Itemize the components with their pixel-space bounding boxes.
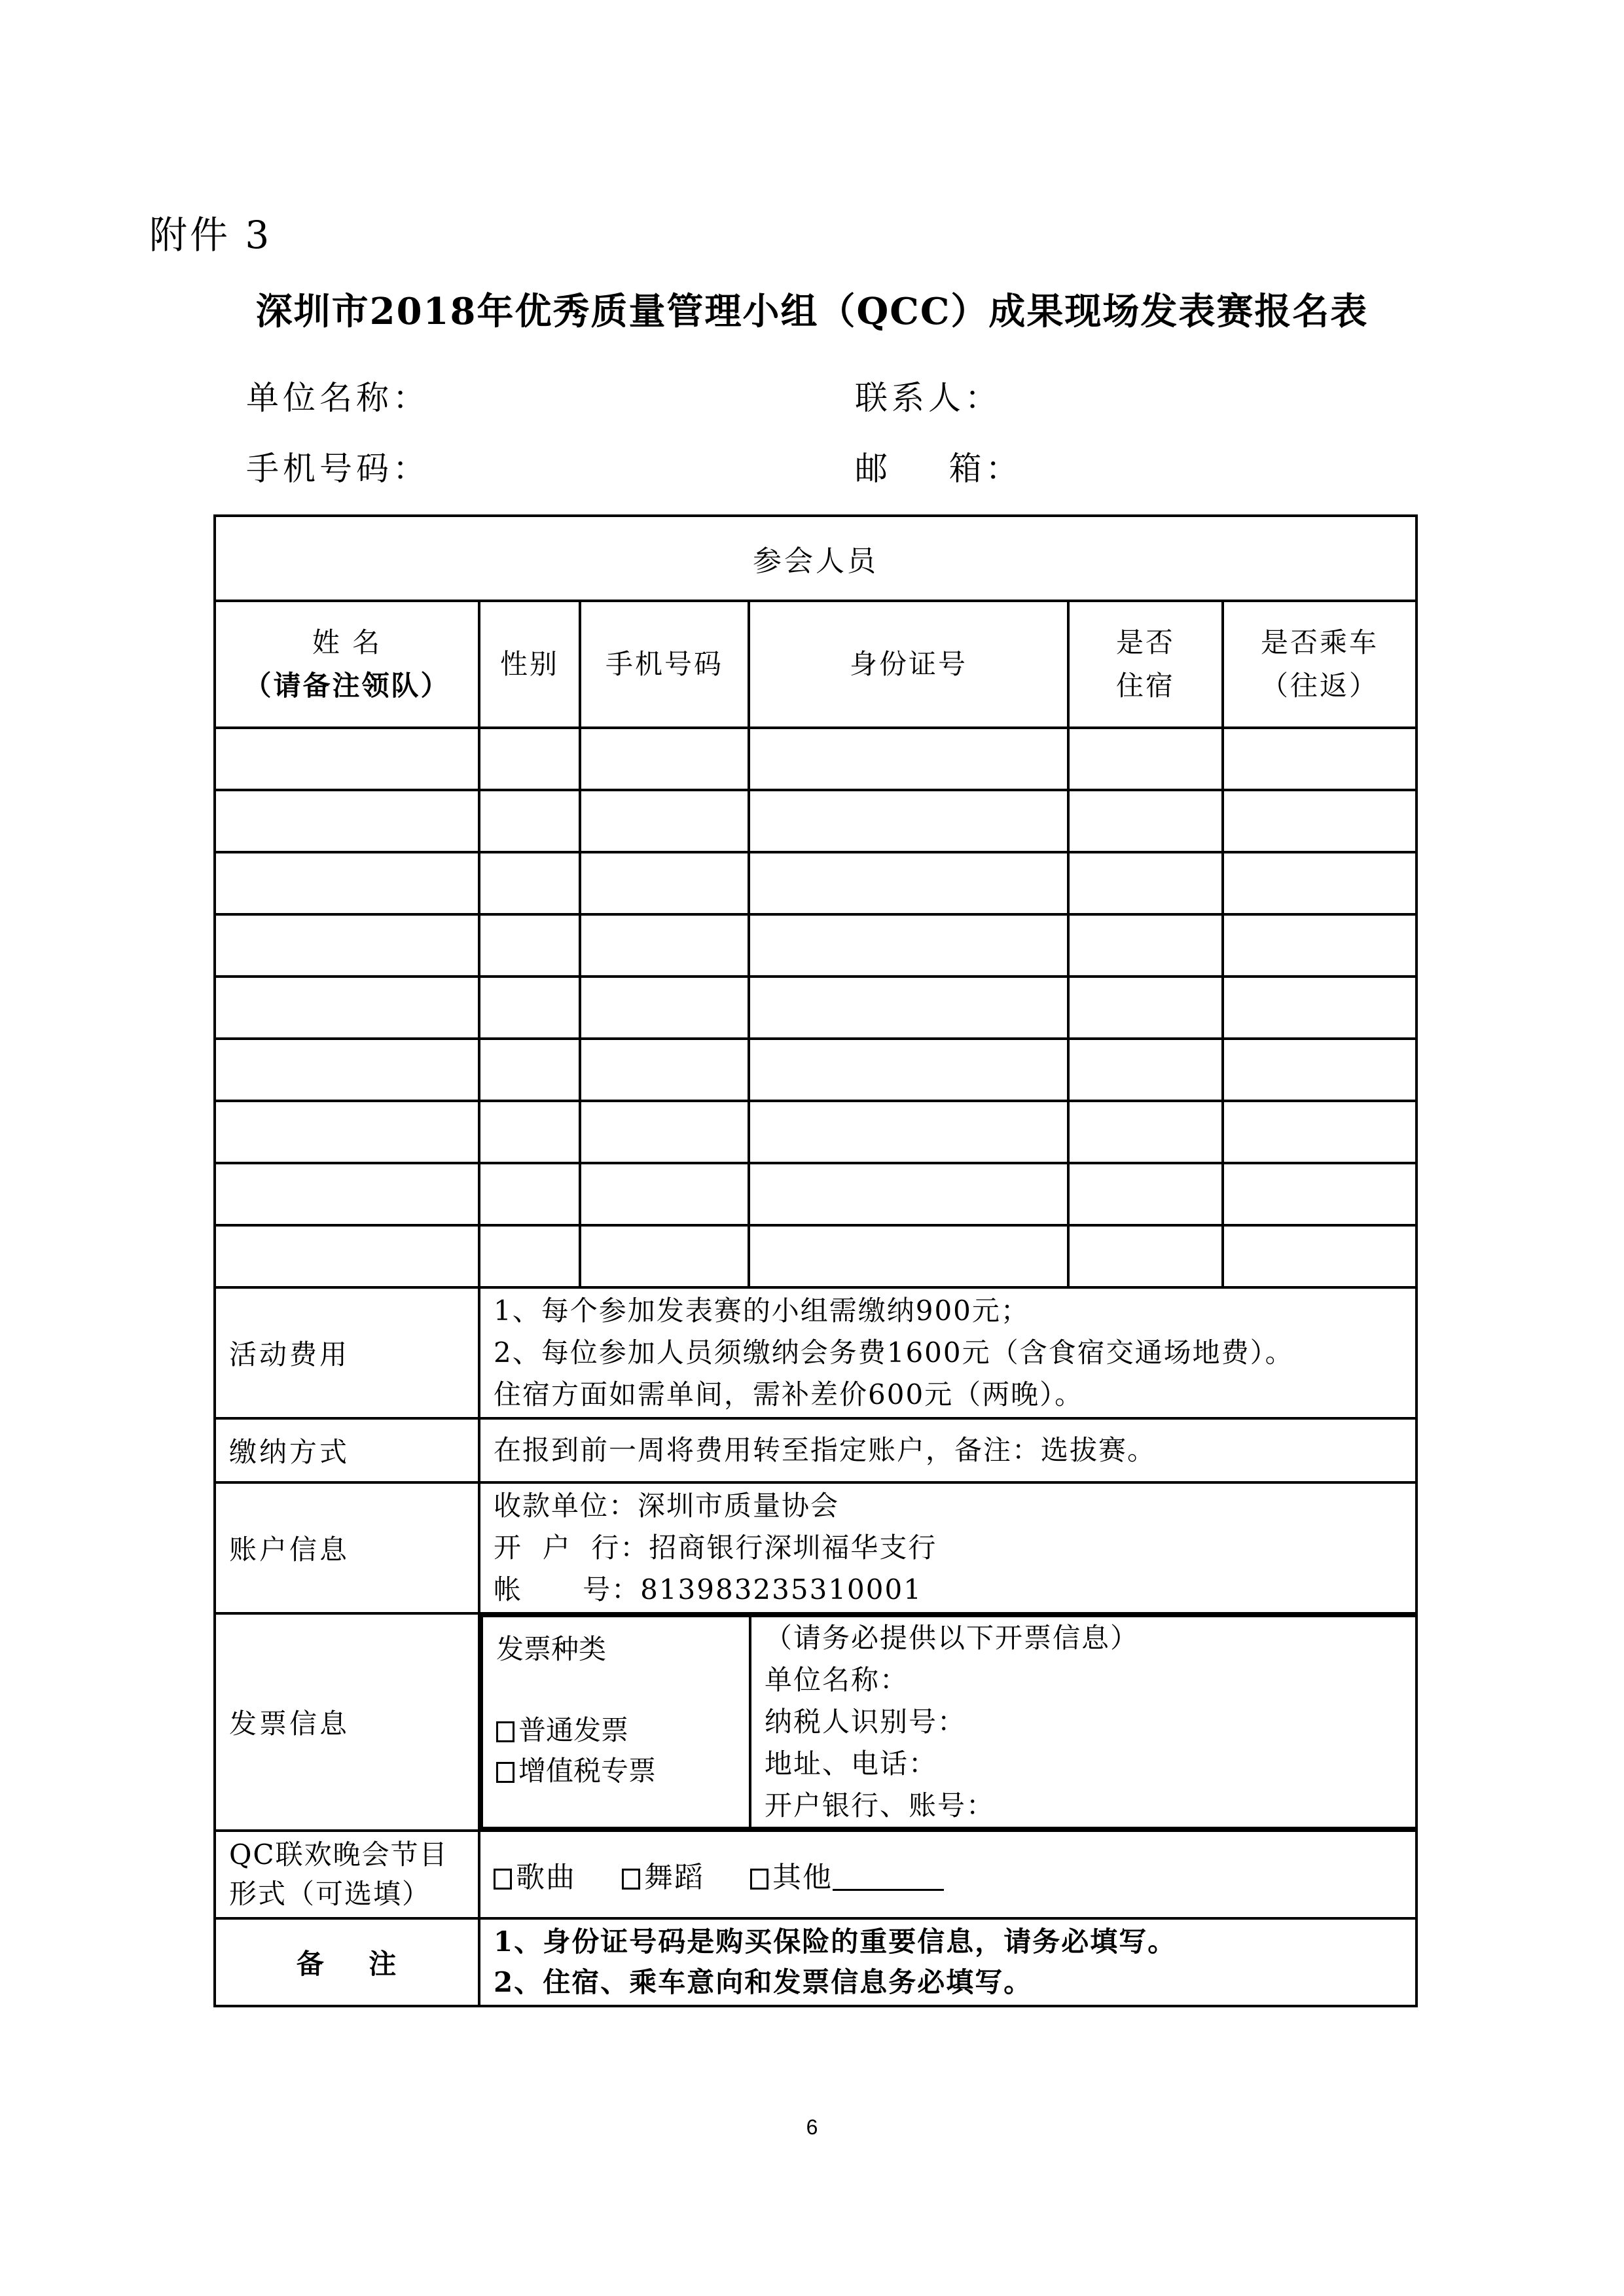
contact-label: 联系人： — [855, 379, 1001, 417]
mobile-label: 手机号码： — [246, 450, 429, 488]
other-fill-line[interactable] — [833, 1889, 944, 1891]
fees-line: 2、每位参加人员须缴纳会务费1600元（含食宿交通场地费）。 — [494, 1336, 1294, 1369]
checkbox-icon[interactable] — [496, 1721, 514, 1742]
option-song[interactable] — [494, 1861, 576, 1894]
invoice-info-line: 地址、电话： — [765, 1748, 938, 1780]
id-number-cell[interactable] — [749, 852, 1068, 914]
phone-cell[interactable] — [580, 977, 749, 1039]
col-header-id-number: 身份证号 — [749, 601, 1068, 728]
payment-label: 缴纳方式 — [215, 1418, 479, 1482]
col-header-lodging-line2: 住宿 — [1115, 670, 1175, 702]
participant-row — [215, 790, 1416, 852]
col-header-name-line1: 姓 名 — [312, 626, 382, 658]
col-header-name-line2: （请备注领队） — [244, 670, 450, 702]
remarks-row — [215, 1918, 1416, 2006]
id-number-cell[interactable] — [749, 1039, 1068, 1101]
col-header-bus — [1223, 601, 1416, 728]
account-line: 帐 号：813983235310001 — [494, 1573, 922, 1605]
invoice-info-line: （请务必提供以下开票信息） — [765, 1622, 1140, 1654]
name-cell[interactable] — [215, 790, 479, 852]
participants-header-row — [215, 601, 1416, 728]
participant-row — [215, 1039, 1416, 1101]
checkbox-icon[interactable] — [750, 1869, 768, 1890]
phone-cell[interactable] — [580, 790, 749, 852]
id-number-cell[interactable] — [749, 790, 1068, 852]
invoice-option-vat[interactable] — [496, 1751, 736, 1791]
participant-row — [215, 914, 1416, 977]
invoice-row — [215, 1613, 1416, 1831]
bus-cell[interactable] — [1223, 790, 1416, 852]
fees-line: 住宿方面如需单间，需补差价600元（两晚）。 — [494, 1378, 1084, 1410]
name-cell[interactable] — [215, 1101, 479, 1163]
page-number: 6 — [806, 2115, 818, 2139]
name-cell[interactable] — [215, 1225, 479, 1287]
lodging-cell[interactable] — [1068, 914, 1223, 977]
option-label: 歌曲 — [516, 1861, 576, 1894]
invoice-info-cell — [750, 1616, 1415, 1828]
participant-row — [215, 1101, 1416, 1163]
remarks-line: 2、住宿、乘车意向和发票信息务必填写。 — [494, 1966, 1033, 1998]
account-row — [215, 1482, 1416, 1613]
bus-cell[interactable] — [1223, 1163, 1416, 1225]
gender-cell[interactable] — [479, 1039, 580, 1101]
col-header-lodging — [1068, 601, 1223, 728]
bus-cell[interactable] — [1223, 1101, 1416, 1163]
performance-label-line1: QC联欢晚会节目 — [229, 1839, 448, 1871]
lodging-cell[interactable] — [1068, 728, 1223, 790]
name-cell[interactable] — [215, 1163, 479, 1225]
account-line: 收款单位：深圳市质量协会 — [494, 1490, 840, 1522]
name-cell[interactable] — [215, 852, 479, 914]
phone-cell[interactable] — [580, 1163, 749, 1225]
name-cell[interactable] — [215, 977, 479, 1039]
lodging-cell[interactable] — [1068, 1163, 1223, 1225]
gender-cell[interactable] — [479, 852, 580, 914]
gender-cell[interactable] — [479, 977, 580, 1039]
performance-label-line2: 形式（可选填） — [229, 1878, 431, 1910]
account-line: 开 户 行：招商银行深圳福华支行 — [494, 1532, 937, 1564]
invoice-info-line: 单位名称： — [765, 1664, 909, 1696]
col-header-lodging-line1: 是否 — [1115, 626, 1175, 658]
remarks-content — [479, 1918, 1416, 2006]
form-title: 深圳市2018年优秀质量管理小组（QCC）成果现场发表赛报名表 — [255, 290, 1369, 333]
bus-cell[interactable] — [1223, 852, 1416, 914]
participant-row — [215, 852, 1416, 914]
id-number-cell[interactable] — [749, 977, 1068, 1039]
phone-cell[interactable] — [580, 1225, 749, 1287]
col-header-name — [215, 601, 479, 728]
bus-cell[interactable] — [1223, 914, 1416, 977]
payment-text: 在报到前一周将费用转至指定账户，备注：选拔赛。 — [479, 1418, 1416, 1482]
invoice-option-label: 增值税专票 — [518, 1755, 657, 1787]
name-cell[interactable] — [215, 728, 479, 790]
id-number-cell[interactable] — [749, 914, 1068, 977]
gender-cell[interactable] — [479, 1101, 580, 1163]
gender-cell[interactable] — [479, 790, 580, 852]
performance-label — [215, 1831, 479, 1918]
phone-cell[interactable] — [580, 1101, 749, 1163]
lodging-cell[interactable] — [1068, 852, 1223, 914]
participant-row — [215, 1225, 1416, 1287]
col-header-bus-line1: 是否乘车 — [1261, 626, 1379, 658]
col-header-bus-line2: （往返） — [1261, 670, 1379, 702]
fees-content — [479, 1287, 1416, 1418]
attachment-label: 附件 3 — [149, 213, 272, 257]
performance-row — [215, 1831, 1416, 1918]
phone-cell[interactable] — [580, 852, 749, 914]
invoice-info-line: 纳税人识别号： — [765, 1706, 967, 1738]
registration-table — [213, 514, 1418, 2007]
option-label: 舞蹈 — [644, 1861, 704, 1894]
bus-cell[interactable] — [1223, 1039, 1416, 1101]
option-dance[interactable] — [622, 1861, 704, 1894]
id-number-cell[interactable] — [749, 1163, 1068, 1225]
option-label: 其他 — [772, 1861, 833, 1894]
account-label: 账户信息 — [215, 1482, 479, 1613]
gender-cell[interactable] — [479, 914, 580, 977]
id-number-cell[interactable] — [749, 1225, 1068, 1287]
invoice-type-title: 发票种类 — [496, 1633, 607, 1665]
id-number-cell[interactable] — [749, 1101, 1068, 1163]
name-cell[interactable] — [215, 1039, 479, 1101]
bus-cell[interactable] — [1223, 728, 1416, 790]
gender-cell[interactable] — [479, 1225, 580, 1287]
remarks-line: 1、身份证号码是购买保险的重要信息，请务必填写。 — [494, 1926, 1177, 1958]
gender-cell[interactable] — [479, 1163, 580, 1225]
id-number-cell[interactable] — [749, 728, 1068, 790]
fees-label: 活动费用 — [215, 1287, 479, 1418]
gender-cell[interactable] — [479, 728, 580, 790]
phone-cell[interactable] — [580, 914, 749, 977]
payment-row — [215, 1418, 1416, 1482]
lodging-cell[interactable] — [1068, 1225, 1223, 1287]
option-other[interactable] — [750, 1861, 944, 1894]
performance-options — [479, 1831, 1416, 1918]
participants-section-title: 参会人员 — [215, 516, 1416, 601]
invoice-option-normal[interactable] — [496, 1710, 736, 1751]
participant-row — [215, 1163, 1416, 1225]
bus-cell[interactable] — [1223, 977, 1416, 1039]
checkbox-icon[interactable] — [494, 1869, 512, 1890]
phone-cell[interactable] — [580, 728, 749, 790]
account-content — [479, 1482, 1416, 1613]
lodging-cell[interactable] — [1068, 977, 1223, 1039]
invoice-content — [479, 1613, 1416, 1831]
remarks-label: 备 注 — [215, 1918, 479, 2006]
fees-line: 1、每个参加发表赛的小组需缴纳900元； — [494, 1295, 1030, 1327]
unit-name-label: 单位名称： — [246, 379, 429, 417]
fees-row — [215, 1287, 1416, 1418]
invoice-option-label: 普通发票 — [518, 1714, 629, 1746]
lodging-cell[interactable] — [1068, 1039, 1223, 1101]
checkbox-icon[interactable] — [496, 1762, 514, 1783]
invoice-info-line: 开户银行、账号： — [765, 1789, 996, 1821]
invoice-label: 发票信息 — [215, 1613, 479, 1831]
lodging-cell[interactable] — [1068, 1101, 1223, 1163]
invoice-type-cell — [482, 1616, 750, 1828]
col-header-gender: 性别 — [479, 601, 580, 728]
checkbox-icon[interactable] — [622, 1869, 640, 1890]
participant-row — [215, 977, 1416, 1039]
bus-cell[interactable] — [1223, 1225, 1416, 1287]
col-header-phone: 手机号码 — [580, 601, 749, 728]
email-label: 邮 箱： — [855, 450, 1022, 488]
phone-cell[interactable] — [580, 1039, 749, 1101]
lodging-cell[interactable] — [1068, 790, 1223, 852]
name-cell[interactable] — [215, 914, 479, 977]
participant-row — [215, 728, 1416, 790]
